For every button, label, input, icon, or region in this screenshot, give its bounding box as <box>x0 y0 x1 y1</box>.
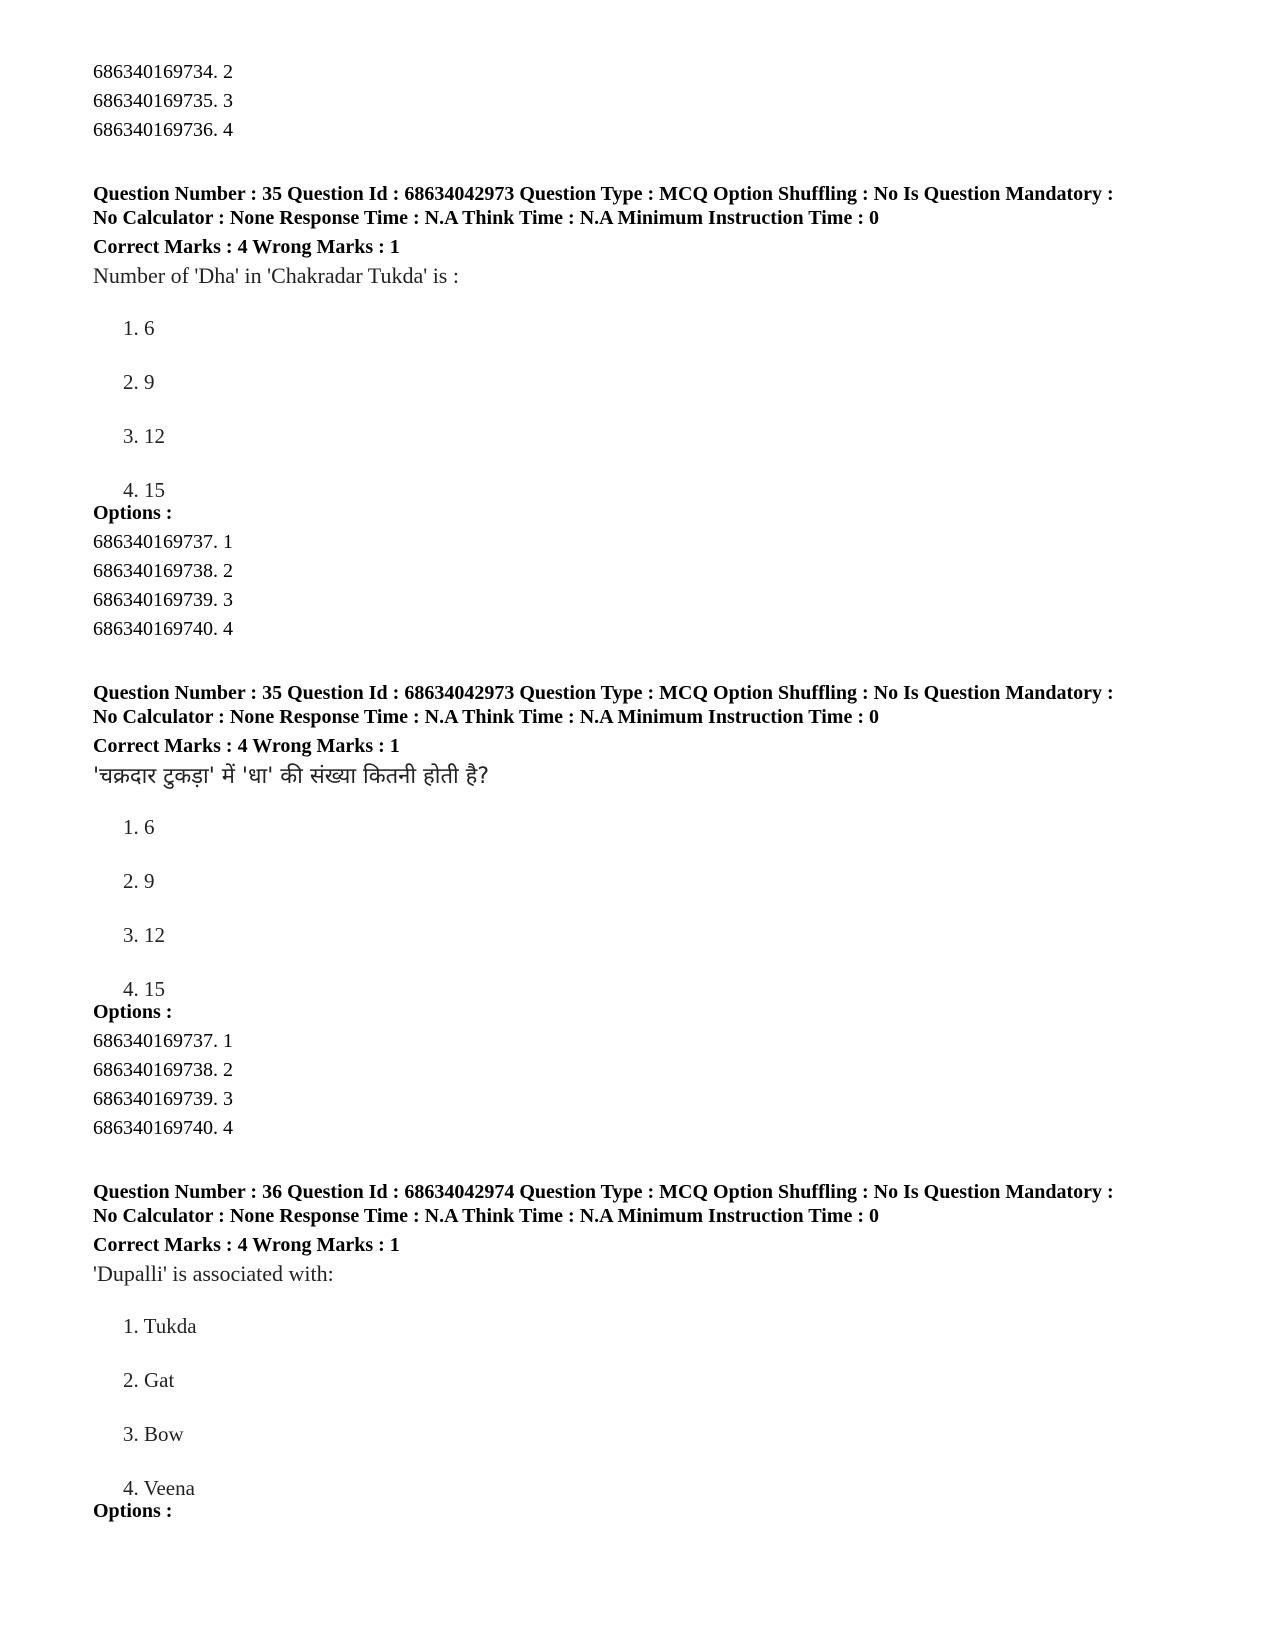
question-marks: Correct Marks : 4 Wrong Marks : 1 <box>93 1234 400 1256</box>
answer-choice: 2. 9 <box>123 869 155 893</box>
option-id-line: 686340169737. 1 <box>93 1030 233 1052</box>
answer-choice: 4. 15 <box>123 977 165 1001</box>
option-id-line: 686340169736. 4 <box>93 119 233 141</box>
option-id-line: 686340169739. 3 <box>93 1088 233 1110</box>
question-meta-line: Question Number : 35 Question Id : 68634042973 Question Type : MCQ Option Shuffling : No Is Question Mandatory : <box>93 682 1114 704</box>
answer-choices <box>93 1311 1213 1503</box>
previous-options-list <box>93 58 1213 145</box>
question-meta-line: Question Number : 36 Question Id : 68634042974 Question Type : MCQ Option Shuffling : No Is Question Mandatory : <box>93 1181 1114 1203</box>
answer-choice: 2. Gat <box>123 1368 175 1392</box>
question-meta-line: No Calculator : None Response Time : N.A Think Time : N.A Minimum Instruction Time : 0 <box>93 207 879 229</box>
document-page <box>93 58 1213 1526</box>
answer-choice: 1. 6 <box>123 815 155 839</box>
option-id-line: 686340169738. 2 <box>93 1059 233 1081</box>
answer-choice: 3. 12 <box>123 424 165 448</box>
option-id-line: 686340169739. 3 <box>93 589 233 611</box>
answer-choice: 4. Veena <box>123 1476 195 1500</box>
option-id-line: 686340169734. 2 <box>93 61 233 83</box>
question-block-35-english <box>93 182 1213 644</box>
question-text: 'चक्रदार टुकड़ा' में 'धा' की संख्या कितनी होती है? <box>93 764 490 789</box>
option-id-line: 686340169735. 3 <box>93 90 233 112</box>
option-id-line: 686340169737. 1 <box>93 531 233 553</box>
options-label: Options : <box>93 1001 173 1023</box>
question-text: 'Dupalli' is associated with: <box>93 1261 334 1286</box>
question-meta-line: No Calculator : None Response Time : N.A Think Time : N.A Minimum Instruction Time : 0 <box>93 706 879 728</box>
options-label: Options : <box>93 502 173 524</box>
answer-choice: 1. 6 <box>123 316 155 340</box>
question-meta-line: Question Number : 35 Question Id : 68634042973 Question Type : MCQ Option Shuffling : No Is Question Mandatory : <box>93 183 1114 205</box>
question-block-35-hindi <box>93 681 1213 1143</box>
question-marks: Correct Marks : 4 Wrong Marks : 1 <box>93 236 400 258</box>
answer-choices <box>93 812 1213 1004</box>
options-label: Options : <box>93 1500 173 1522</box>
answer-choice: 2. 9 <box>123 370 155 394</box>
answer-choice: 3. 12 <box>123 923 165 947</box>
answer-choices <box>93 313 1213 505</box>
question-marks: Correct Marks : 4 Wrong Marks : 1 <box>93 735 400 757</box>
option-id-line: 686340169740. 4 <box>93 618 233 640</box>
answer-choice: 4. 15 <box>123 478 165 502</box>
option-id-line: 686340169740. 4 <box>93 1117 233 1139</box>
question-text: Number of 'Dha' in 'Chakradar Tukda' is : <box>93 263 459 288</box>
question-block-36-english <box>93 1180 1213 1526</box>
answer-choice: 3. Bow <box>123 1422 184 1446</box>
question-meta-line: No Calculator : None Response Time : N.A Think Time : N.A Minimum Instruction Time : 0 <box>93 1205 879 1227</box>
option-id-line: 686340169738. 2 <box>93 560 233 582</box>
answer-choice: 1. Tukda <box>123 1314 197 1338</box>
